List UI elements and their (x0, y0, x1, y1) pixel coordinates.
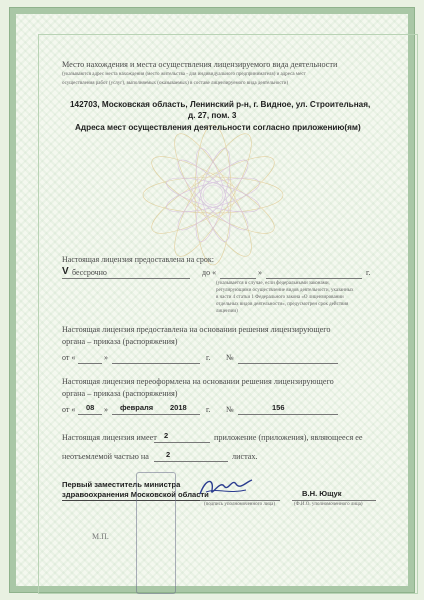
basis-line-2: органа – приказа (распоряжения) (62, 337, 178, 346)
basis-number-line (238, 363, 338, 364)
address-line-2: д. 27, пом. 3 (188, 111, 237, 120)
term-note-4: отдельных видов деятельности», предусмотрен срок действия (216, 302, 349, 307)
term-note-1: (указывается в случае, если федеральными законами, (216, 281, 330, 286)
header-note-2: осуществления работ (услуг), выполняемых (оказываемых) в составе лицензируемого вида деятельности) (62, 81, 289, 86)
basis-line-1: Настоящая лицензия предоставлена на основании решения лицензирующего (62, 325, 331, 334)
appendix-line-2-b: листах. (232, 452, 258, 461)
basis-from-label: от « (62, 353, 76, 362)
reissue-number-line (238, 414, 338, 415)
handwritten-signature-icon (196, 474, 256, 502)
reissue-line-2: органа – приказа (распоряжения) (62, 389, 178, 398)
reissue-month-line (112, 414, 200, 415)
signer-name-line (292, 500, 376, 501)
basis-from-close: » (104, 353, 108, 362)
reissue-month: февраля (120, 403, 154, 412)
term-note-3: в части 4 статьи 1 Федерального закона «О лицензировании (216, 295, 344, 300)
term-until-close: » (258, 268, 262, 277)
address-line-3: Адреса мест осуществления деятельности согласно приложению(ям) (75, 123, 361, 132)
reissue-from-close: » (104, 405, 108, 414)
term-indefinite: бессрочно (72, 268, 107, 277)
appendix-count-2: 2 (166, 450, 171, 459)
header-note-1: (указываются адрес места нахождения (место жительства - для индивидуального предпринимателя) и адреса мест (62, 72, 306, 77)
reissue-line-1: Настоящая лицензия переоформлена на основании решения лицензирующего (62, 377, 334, 386)
appendix-line-1-a: Настоящая лицензия имеет (62, 433, 157, 442)
reissue-day: 08 (86, 403, 95, 412)
signer-position-2: здравоохранения Московской области (62, 490, 209, 499)
signature-caption: (подпись уполномоченного лица) (204, 502, 276, 507)
reissue-from-label: от « (62, 405, 76, 414)
header-title: Место нахождения и места осуществления лицензируемого вида деятельности (62, 60, 338, 69)
term-label: Настоящая лицензия предоставлена на срок: (62, 255, 214, 264)
term-note-5: лицензии) (216, 309, 238, 314)
address-line-1: 142703, Московская область, Ленинский р-н, г. Видное, ул. Строительная, (70, 100, 371, 109)
basis-day-line (78, 363, 102, 364)
reissue-number: 156 (272, 403, 285, 412)
term-until-label: до « (202, 268, 217, 277)
term-note-2: регулирующими осуществление видов деятельности, указанных (216, 288, 354, 293)
appendix-count-2-line (154, 461, 228, 462)
term-line (62, 278, 190, 279)
signer-position-line (62, 500, 202, 501)
appendix-line-1-b: приложение (приложения), являющееся ее (214, 433, 363, 442)
appendix-count-1-line (154, 442, 210, 443)
basis-year-label: г. (206, 353, 211, 362)
signer-name-caption: (Ф.И.О. уполномоченного лица) (294, 502, 363, 507)
term-until-day-line (220, 278, 256, 279)
basis-month-line (112, 363, 200, 364)
official-stamp (136, 472, 176, 594)
signer-name: В.Н. Ющук (302, 489, 342, 498)
reissue-year: 2018 (170, 403, 187, 412)
term-until-month-line (266, 278, 362, 279)
reissue-year-label: г. (206, 405, 211, 414)
reissue-number-label: № (226, 405, 234, 414)
term-check-mark: V (62, 266, 69, 277)
signer-position-1: Первый заместитель министра (62, 480, 181, 489)
signature-line (200, 500, 280, 501)
appendix-line-2-a: неотъемлемой частью на (62, 452, 149, 461)
stamp-place-mark: М.П. (92, 532, 109, 541)
term-year-label: г. (366, 268, 371, 277)
reissue-day-line (78, 414, 102, 415)
appendix-count-1: 2 (164, 431, 169, 440)
basis-number-label: № (226, 353, 234, 362)
